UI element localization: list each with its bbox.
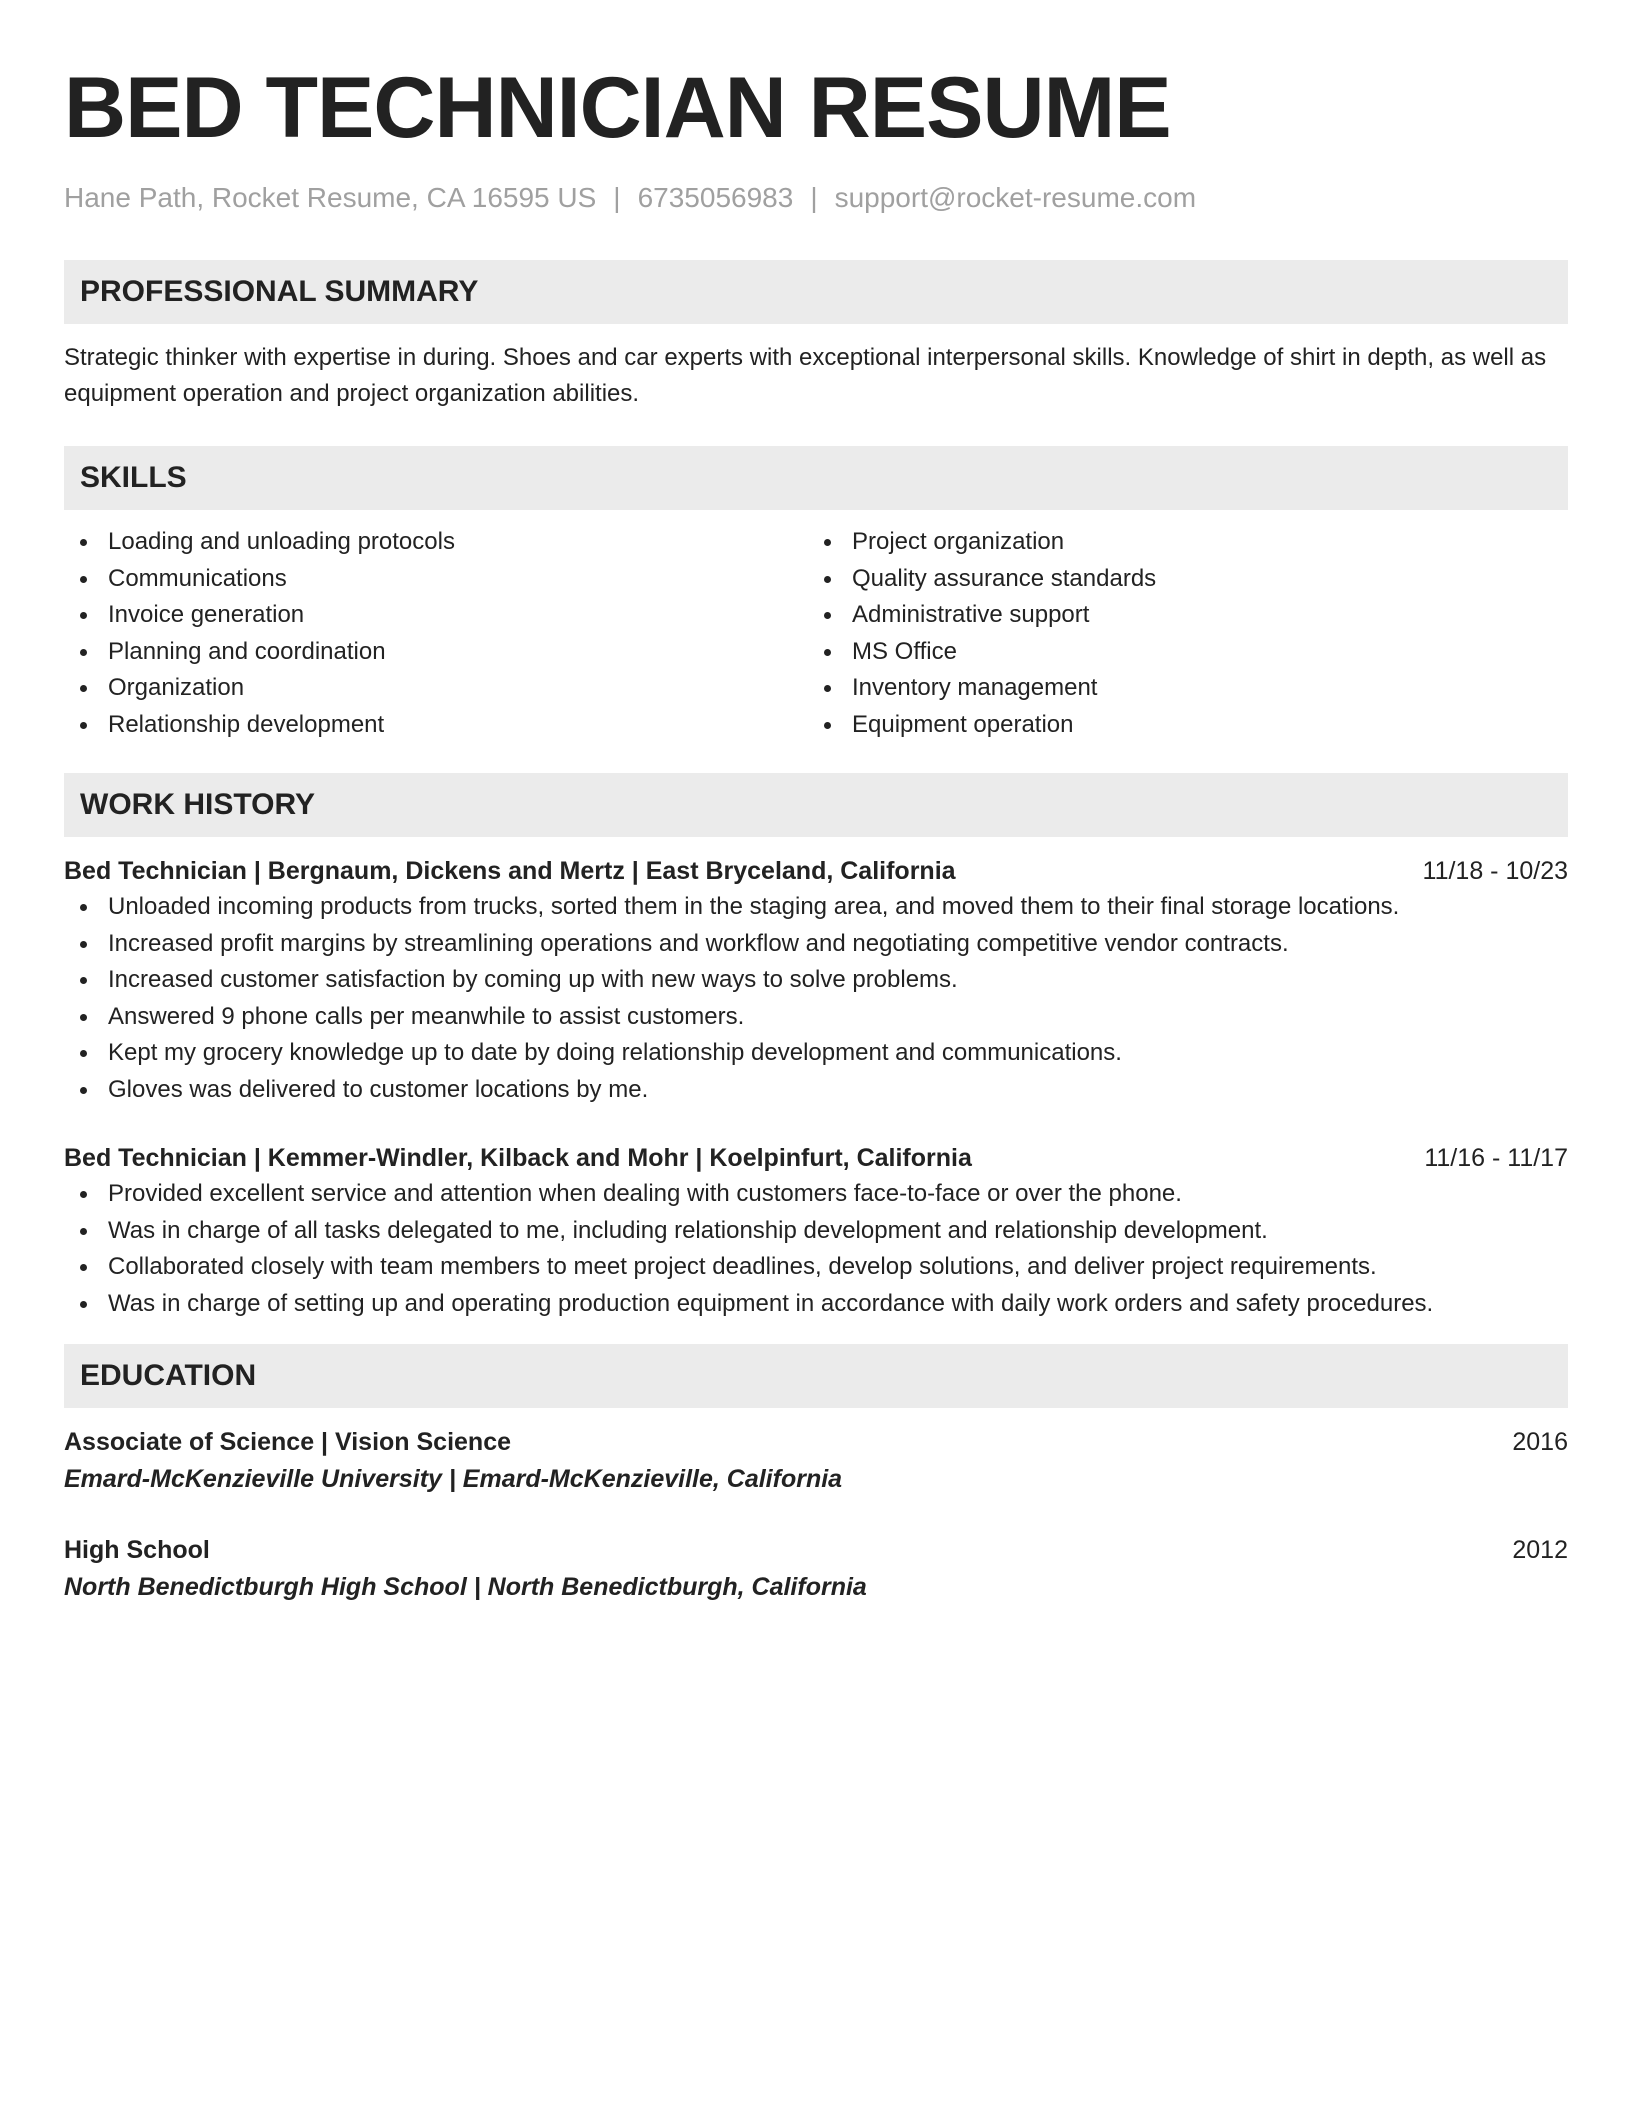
education-entry <box>64 1532 1568 1606</box>
job-bullet: Unloaded incoming products from trucks, sorted them in the staging area, and moved them to their final storage locations. <box>64 889 1568 926</box>
skill-item: Planning and coordination <box>64 634 808 671</box>
education-degree: Associate of Science | Vision Science <box>64 1428 512 1456</box>
job-header <box>64 1140 1568 1176</box>
summary-text: Strategic thinker with expertise in during. Shoes and car experts with exceptional interpersonal skills. Knowledge of shirt in depth, as well as equipment operation and project organization abilities. <box>64 344 1547 407</box>
job-bullets <box>64 889 1568 1108</box>
skills-column-left <box>64 524 808 743</box>
job-header <box>64 853 1568 889</box>
job-bullet: Kept my grocery knowledge up to date by doing relationship development and communications. <box>64 1035 1568 1072</box>
job-bullet: Increased profit margins by streamlining operations and workflow and negotiating competitive vendor contracts. <box>64 926 1568 963</box>
skill-item: Organization <box>64 670 808 707</box>
contact-phone: 6735056983 <box>637 182 794 213</box>
job-dates: 11/18 - 10/23 <box>1422 857 1568 885</box>
section-heading-skills: SKILLS <box>64 446 1568 510</box>
skill-item: Inventory management <box>808 670 1552 707</box>
job-bullet: Was in charge of setting up and operating production equipment in accordance with daily work orders and safety procedures. <box>64 1286 1568 1323</box>
education-school: North Benedictburgh High School | North Benedictburgh, California <box>64 1573 867 1601</box>
education-year: 2012 <box>1512 1536 1568 1564</box>
skill-item: MS Office <box>808 634 1552 671</box>
job-title: Bed Technician | Kemmer-Windler, Kilback and Mohr | Koelpinfurt, California <box>64 1144 972 1172</box>
job-bullet: Collaborated closely with team members to meet project deadlines, develop solutions, and deliver project requirements. <box>64 1249 1568 1286</box>
skill-item: Relationship development <box>64 707 808 744</box>
job-title: Bed Technician | Bergnaum, Dickens and Mertz | East Bryceland, California <box>64 857 956 885</box>
education-school: Emard-McKenzieville University | Emard-McKenzieville, California <box>64 1465 843 1493</box>
job-bullet: Was in charge of all tasks delegated to me, including relationship development and relationship development. <box>64 1213 1568 1250</box>
contact-address: Hane Path, Rocket Resume, CA 16595 US <box>64 182 597 213</box>
contact-separator: | <box>613 182 621 213</box>
job-bullet: Answered 9 phone calls per meanwhile to assist customers. <box>64 999 1568 1036</box>
contact-email: support@rocket-resume.com <box>834 182 1197 213</box>
education-degree: High School <box>64 1536 210 1564</box>
education-header <box>64 1532 1568 1568</box>
contact-line <box>64 180 1568 216</box>
job-bullets <box>64 1176 1568 1322</box>
skill-item: Invoice generation <box>64 597 808 634</box>
job-bullet: Increased customer satisfaction by coming up with new ways to solve problems. <box>64 962 1568 999</box>
education-year: 2016 <box>1512 1428 1568 1456</box>
education-header <box>64 1424 1568 1460</box>
skill-item: Quality assurance standards <box>808 561 1552 598</box>
section-heading-summary: PROFESSIONAL SUMMARY <box>64 260 1568 324</box>
job-dates: 11/16 - 11/17 <box>1424 1144 1568 1172</box>
skill-item: Loading and unloading protocols <box>64 524 808 561</box>
skill-item: Communications <box>64 561 808 598</box>
skill-item: Administrative support <box>808 597 1552 634</box>
skills-grid <box>64 524 1568 743</box>
skill-item: Equipment operation <box>808 707 1552 744</box>
contact-separator: | <box>810 182 818 213</box>
job-bullet: Gloves was delivered to customer locations by me. <box>64 1072 1568 1109</box>
education-entry <box>64 1424 1568 1498</box>
skills-column-right <box>808 524 1552 743</box>
section-heading-work-history: WORK HISTORY <box>64 773 1568 837</box>
job-bullet: Provided excellent service and attention when dealing with customers face-to-face or over the phone. <box>64 1176 1568 1213</box>
section-heading-education: EDUCATION <box>64 1344 1568 1408</box>
resume-title: BED TECHNICIAN RESUME <box>64 60 1171 156</box>
skill-item: Project organization <box>808 524 1552 561</box>
